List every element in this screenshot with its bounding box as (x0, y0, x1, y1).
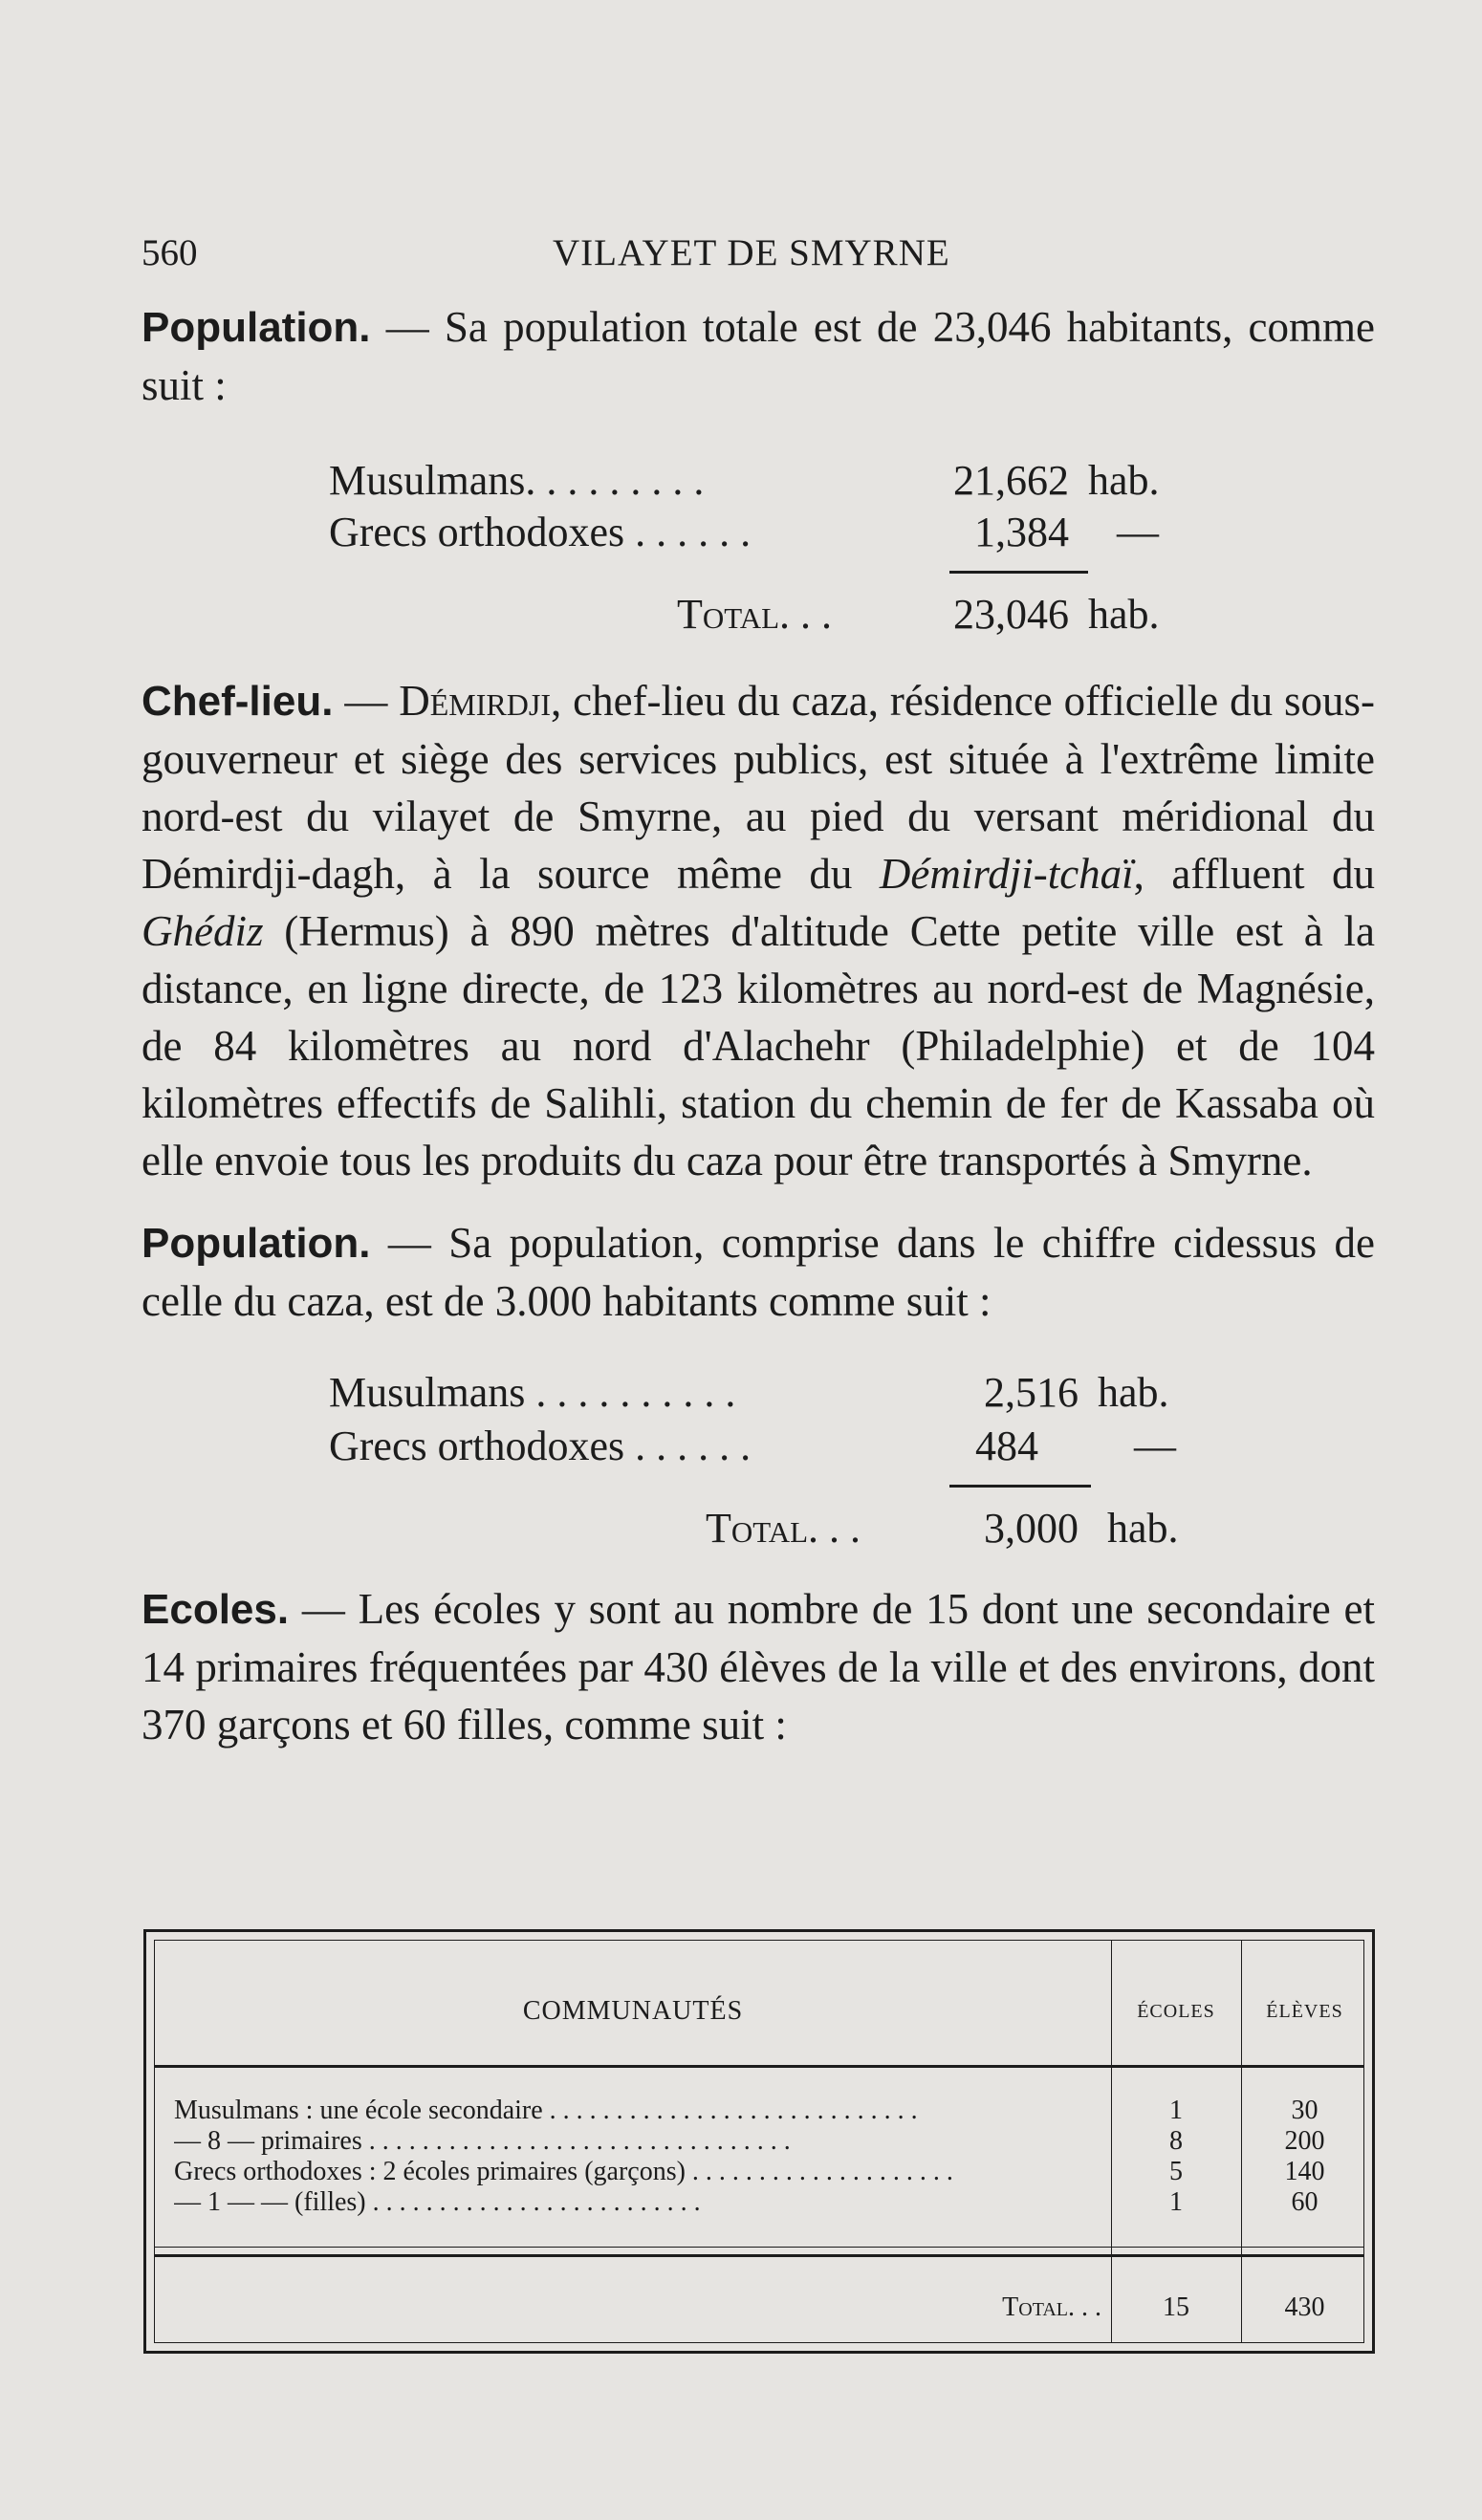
table-row-ecoles: 1 (1169, 2187, 1183, 2217)
table-row-label: Grecs orthodoxes : 2 écoles primaires (garçons) . . . . . . . . . . . . . . . . . . . . (174, 2157, 953, 2186)
town-population-row-value: 484 (975, 1423, 1038, 1469)
town-population-table (142, 1330, 1375, 1580)
town-population-row-unit: hab. (1098, 1369, 1169, 1416)
header-rule (155, 2065, 1363, 2068)
running-title: VILAYET DE SMYRNE (553, 232, 950, 273)
town-population-total-value: 3,000 (984, 1505, 1079, 1552)
population-heading: Population. (142, 304, 371, 351)
schools-table (143, 1929, 1375, 2354)
ghediz-name: Ghédiz (142, 907, 264, 955)
chef-lieu-text: , chef-lieu du caza, résidence officielle du sous-gouverneur et siège des services publics, est située à l'extrême limite nord-est du vilayet de Smyrne, au pied du versant méridional du Démirdji-dagh, à la source même du (142, 677, 1376, 898)
population-row-label: Musulmans. . . . . . . . . (329, 457, 705, 504)
table-row-eleves: 60 (1291, 2187, 1319, 2217)
table-row-ecoles: 1 (1169, 2096, 1183, 2125)
town-population-paragraph (142, 1214, 1375, 1330)
table-row-label: — 1 — — (filles) . . . . . . . . . . . . . . . . . . . . . . . . . (174, 2187, 701, 2217)
town-population-total-label: Total. . . (706, 1505, 861, 1552)
table-row-ecoles: 8 (1169, 2126, 1183, 2156)
ecoles-paragraph (142, 1580, 1375, 1753)
population-sum-rule (949, 571, 1088, 574)
town-population-row-value: 2,516 (984, 1369, 1079, 1416)
header-eleves: ÉLÈVES (1266, 2001, 1343, 2022)
table-total-eleves: 430 (1284, 2292, 1325, 2322)
population-row-value: 1,384 (974, 509, 1069, 555)
population-table (142, 414, 1375, 672)
page-body (142, 298, 1375, 1753)
town-population-text: — Sa population, comprise dans le chiffre cidessus de celle du caza, est de 3.000 habitants comme suit : (142, 1219, 1375, 1325)
population-paragraph (142, 298, 1375, 414)
chef-lieu-heading: Chef-lieu. (142, 678, 334, 725)
table-row-label: — 8 — primaires . . . . . . . . . . . . . . . . . . . . . . . . . . . . . . . . (174, 2126, 791, 2156)
table-total-label: Total. . . (1002, 2292, 1101, 2322)
population-text: — Sa population totale est de 23,046 habitants, comme suit : (142, 303, 1376, 409)
town-population-sum-rule (949, 1485, 1091, 1488)
header-ecoles: ÉCOLES (1137, 2001, 1215, 2022)
town-population-heading: Population. (142, 1220, 371, 1267)
schools-table-inner (154, 1940, 1364, 2343)
chef-lieu-paragraph (142, 672, 1375, 1189)
table-row-label: Musulmans : une école secondaire . . . . . . . . . . . . . . . . . . . . . . . . . . . . (174, 2096, 918, 2125)
table-row-ecoles: 5 (1169, 2157, 1183, 2186)
town-population-row-label: Grecs orthodoxes . . . . . . (329, 1423, 752, 1469)
population-row-unit: hab. (1088, 457, 1160, 504)
population-total-unit: hab. (1088, 591, 1160, 638)
town-population-row-label: Musulmans . . . . . . . . . . (329, 1369, 736, 1416)
table-row-eleves: 30 (1291, 2096, 1319, 2125)
population-total-label: Total. . . (677, 591, 833, 638)
population-row-value: 21,662 (953, 457, 1069, 504)
ecoles-text: — Les écoles y sont au nombre de 15 dont une secondaire et 14 primaires fréquentées par 430 élèves de la ville et des environs, dont 370 garçons et 60 filles, comme suit : (142, 1585, 1375, 1749)
ecoles-heading: Ecoles. (142, 1586, 290, 1633)
table-row-eleves: 140 (1284, 2157, 1325, 2186)
town-population-row-unit: — (1134, 1423, 1176, 1469)
table-row-eleves: 200 (1284, 2126, 1325, 2156)
river-name: Démirdji-tchaï (879, 850, 1134, 898)
total-rule (155, 2247, 1363, 2248)
population-row-unit: — (1117, 509, 1159, 555)
population-total-value: 23,046 (953, 591, 1069, 638)
town-name: Démirdji (399, 677, 551, 725)
table-total-ecoles: 15 (1163, 2292, 1189, 2322)
chef-lieu-dash: — (344, 677, 400, 725)
page-number: 560 (142, 232, 198, 273)
page-header (142, 231, 1375, 279)
population-row-label: Grecs orthodoxes . . . . . . (329, 509, 752, 555)
total-rule (155, 2254, 1363, 2257)
chef-lieu-text-end: (Hermus) à 890 mètres d'altitude Cette petite ville est à la distance, en ligne directe, de 123 kilomètres au nord-est de Magnésie, de 84 kilomètres au nord d'Alachehr (Philadelphie) et de 104 kilomètres effectifs de Salihli, station du chemin de fer de Kassaba où elle envoie tous les produits du caza pour être transportés à Smyrne. (142, 907, 1375, 1184)
header-communautes: COMMUNAUTÉS (522, 1996, 744, 2026)
chef-lieu-text-mid: , affluent du (1133, 850, 1375, 898)
town-population-total-unit: hab. (1107, 1505, 1179, 1552)
